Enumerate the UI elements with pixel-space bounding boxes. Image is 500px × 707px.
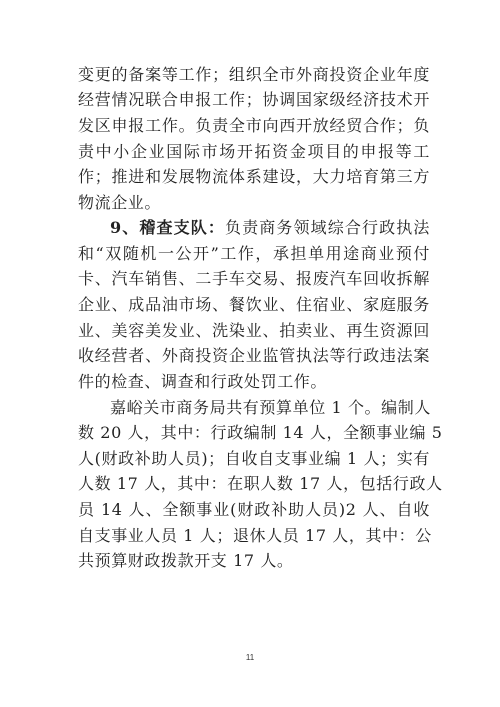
paragraph-1-line-3: 发区申报工作。负责全市向西开放经贸合作；负 (78, 116, 430, 135)
paragraph-3-line-7: 共预算财政拨款开支 17 人。 (78, 551, 294, 570)
paragraph-3-line-6: 自支事业人员 1 人；退休人员 17 人，其中：公 (78, 526, 432, 545)
paragraph-2-line-4: 企业、成品油市场、餐饮业、住宿业、家庭服务 (78, 295, 430, 314)
paragraph-2-line-6: 收经营者、外商投资企业监管执法等行政违法案 (78, 346, 430, 365)
paragraph-3-line-3: 人(财政补助人员)；自收自支事业编 1 人；实有 (78, 449, 430, 468)
paragraph-1-line-5: 作；推进和发展物流体系建设，大力培育第三方 (78, 167, 430, 186)
paragraph-2-line-2: 和“双随机一公开”工作，承担单用途商业预付 (78, 244, 430, 263)
section-heading: 9、稽查支队： (110, 218, 226, 237)
paragraph-3-line-5: 员 14 人、全额事业(财政补助人员)2 人、自收 (78, 500, 430, 519)
paragraph-2-line-1-text: 负责商务领域综合行政执法 (225, 218, 430, 237)
paragraph-2-line-5: 业、美容美发业、洗染业、拍卖业、再生资源回 (78, 321, 430, 340)
paragraph-3-line-1: 嘉峪关市商务局共有预算单位 1 个。编制人 (110, 398, 431, 417)
paragraph-1-line-6: 物流企业。 (78, 193, 162, 212)
paragraph-3-line-4: 人数 17 人，其中：在职人数 17 人，包括行政人 (78, 474, 443, 493)
page-number: 11 (245, 653, 255, 662)
paragraph-2-line-1 (110, 218, 430, 238)
paragraph-1-line-4: 责中小企业国际市场开拓资金项目的申报等工 (78, 142, 430, 161)
paragraph-2-line-7: 件的检查、调查和行政处罚工作。 (78, 372, 328, 391)
paragraph-2-line-3: 卡、汽车销售、二手车交易、报废汽车回收拆解 (78, 269, 430, 288)
paragraph-1-line-2: 经营情况联合申报工作；协调国家级经济技术开 (78, 90, 430, 109)
paragraph-1-line-1: 变更的备案等工作；组织全市外商投资企业年度 (78, 65, 430, 84)
paragraph-3-line-2: 数 20 人，其中：行政编制 14 人，全额事业编 5 (78, 423, 443, 442)
